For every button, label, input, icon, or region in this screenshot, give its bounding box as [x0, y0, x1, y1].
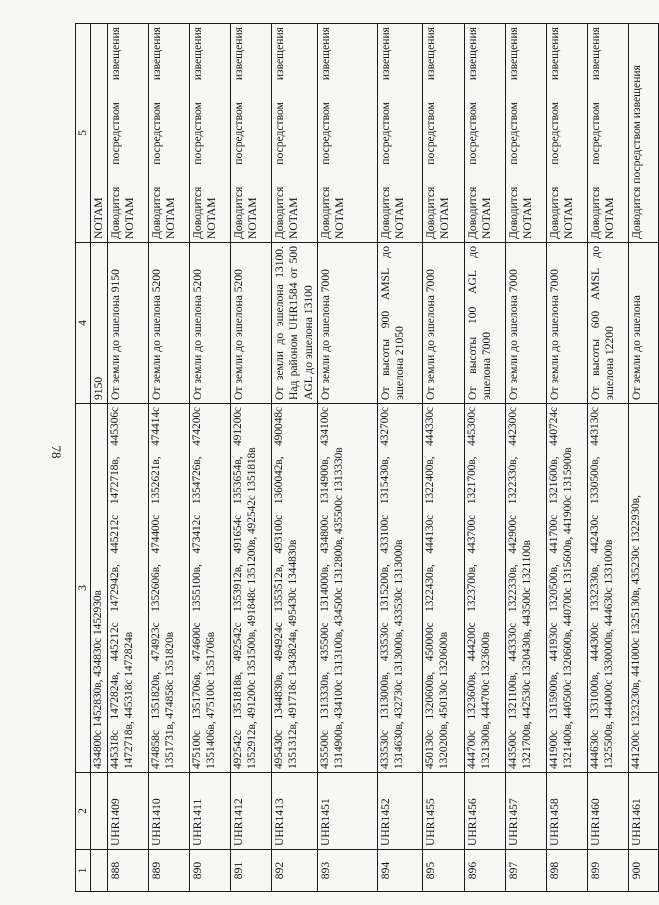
table-row [547, 24, 588, 892]
column-number: 2 [76, 773, 91, 850]
area-code-cell: UHR1460 [588, 773, 629, 850]
coordinates-cell: 474858с 1351820в, 474923с 1352606в, 474400с 1352621в, 474414с 1351731в, 474858с 1351820в [149, 404, 190, 773]
area-number-cell: 900 [629, 850, 659, 892]
area-number-cell: 890 [190, 850, 231, 892]
area-code-cell: UHR1455 [423, 773, 465, 850]
notification-cell: Доводится посредством извещения NOTAM [547, 24, 588, 243]
coordinates-cell: 495430с 1344830в, 494924с 1353512в, 493100с 1360042в, 490048с 1351312в, 491718с 1343824в, 495430с 1344830в [272, 404, 318, 773]
table-row [465, 24, 506, 892]
coordinates-cell: 435500с 1313330в, 435500с 1314000в, 434800с 1314900в, 434100с 1314900в, 434100с 1313100в, 434500с 1312800в, 435500с 1313330в [318, 404, 378, 773]
rotated-page-content [75, 24, 644, 892]
page-number: 78 [49, 445, 64, 459]
vertical-limits-cell: От высоты 900 AMSL до эшелона 21050 [378, 243, 423, 404]
table-row [149, 24, 190, 892]
notification-cell: Доводится посредством извещения NOTAM [231, 24, 272, 243]
area-code-cell: UHR1409 [108, 773, 149, 850]
vertical-limits-cell: От земли до эшелона 9150 [108, 243, 149, 404]
notification-cell: Доводится посредством извещения NOTAM [588, 24, 629, 243]
coordinates-cell: 444630с 1331000в, 444300с 1332330в, 442430с 1330500в, 443130с 1325500в, 444000с 1330000в, 444630с 1331000в [588, 404, 629, 773]
coordinates-cell: 492542с 1351818в, 492542с 1353912в, 491654с 1353654в, 491200с 1352912в, 491200с 1351500в, 491848с 1351200в, 492542с 1351818в [231, 404, 272, 773]
area-code-cell: UHR1451 [318, 773, 378, 850]
area-number-cell: 888 [108, 850, 149, 892]
table-row [378, 24, 423, 892]
table-row [91, 24, 108, 892]
vertical-limits-cell: От земли до эшелона [629, 243, 659, 404]
coordinates-cell: 443500с 1321100в, 443330с 1322330в, 442900с 1322330в, 442300с 1321700в, 442530с 1320430в, 443500с 1321100в [506, 404, 547, 773]
coordinates-cell: 445318с 1472824в, 445212с 1472942в, 445212с 1472718в, 445306с 1472718в, 445318с 1472824в [108, 404, 149, 773]
area-number-cell: 896 [465, 850, 506, 892]
table-row [318, 24, 378, 892]
vertical-limits-cell: От высоты 600 AMSL до эшелона 12200 [588, 243, 629, 404]
area-number-cell: 889 [149, 850, 190, 892]
area-code-cell: UHR1413 [272, 773, 318, 850]
area-number-cell: 899 [588, 850, 629, 892]
area-number-cell: 897 [506, 850, 547, 892]
table-row [588, 24, 629, 892]
column-number: 4 [76, 243, 91, 404]
notification-cell: Доводится посредством извещения [629, 24, 659, 243]
notification-cell: NOTAM [91, 24, 108, 243]
area-code-cell [91, 773, 108, 850]
area-number-cell: 898 [547, 850, 588, 892]
vertical-limits-cell: От земли до эшелона 7000 [423, 243, 465, 404]
coordinates-cell: 441900с 1315900в, 441930с 1320500в, 441700с 1321600в, 440724с 1321400в, 440500с 1320600в, 440700с 1315600в, 441900с 1315900в [547, 404, 588, 773]
area-number-cell: 893 [318, 850, 378, 892]
notification-cell: Доводится посредством извещения NOTAM [272, 24, 318, 243]
vertical-limits-cell: От земли до эшелона 5200 [231, 243, 272, 404]
notification-cell: Доводится посредством извещения NOTAM [108, 24, 149, 243]
coordinates-cell: 450130с 1320600в, 450000с 1322430в, 444130с 1322400в, 444330с 1320200в, 450130с 1320600в [423, 404, 465, 773]
table-row [629, 24, 659, 892]
coordinates-cell: 434800с 1452830в, 434830с 1452930в [91, 404, 108, 773]
area-code-cell: UHR1411 [190, 773, 231, 850]
coordinates-cell: 444700с 1323600в, 444200с 1323700в, 443700с 1321700в, 445300с 1321300в, 444700с 1323600в [465, 404, 506, 773]
vertical-limits-cell: От земли до эшелона 7000 [318, 243, 378, 404]
table-row [272, 24, 318, 892]
area-number-cell: 892 [272, 850, 318, 892]
notification-cell: Доводится посредством извещения NOTAM [506, 24, 547, 243]
area-code-cell: UHR1461 [629, 773, 659, 850]
area-number-cell: 891 [231, 850, 272, 892]
notification-cell: Доводится посредством извещения NOTAM [149, 24, 190, 243]
column-number-row [76, 24, 91, 892]
area-code-cell: UHR1458 [547, 773, 588, 850]
notification-cell: Доводится посредством извещения NOTAM [423, 24, 465, 243]
area-number-cell: 894 [378, 850, 423, 892]
column-number: 5 [76, 24, 91, 243]
table-row [231, 24, 272, 892]
coordinates-cell: 433530с 1313000в, 433530с 1315200в, 433100с 1315430в, 432700с 1314630в, 432730с 1313000в, 433530с 1313000в [378, 404, 423, 773]
table-row [190, 24, 231, 892]
column-number: 1 [76, 850, 91, 892]
restricted-areas-table [75, 23, 659, 892]
notification-cell: Доводится посредством извещения NOTAM [318, 24, 378, 243]
area-code-cell: UHR1457 [506, 773, 547, 850]
column-number: 3 [76, 404, 91, 773]
coordinates-cell: 441200с 1323230в, 441000с 1325130в, 435230с 1322930в, [629, 404, 659, 773]
area-code-cell: UHR1412 [231, 773, 272, 850]
vertical-limits-cell: От земли до эшелона 7000 [547, 243, 588, 404]
table-row [506, 24, 547, 892]
table-row [108, 24, 149, 892]
area-code-cell: UHR1452 [378, 773, 423, 850]
vertical-limits-cell: От земли до эшелона 5200 [149, 243, 190, 404]
area-number-cell: 895 [423, 850, 465, 892]
table-row [423, 24, 465, 892]
coordinates-cell: 475100с 1351706в, 474600с 1355100в, 473412с 1354726в, 474200с 1351406в, 475100с 1351706в [190, 404, 231, 773]
area-code-cell: UHR1410 [149, 773, 190, 850]
vertical-limits-cell: От земли до эшелона 5200 [190, 243, 231, 404]
area-number-cell [91, 850, 108, 892]
area-code-cell: UHR1456 [465, 773, 506, 850]
notification-cell: Доводится посредством извещения NOTAM [190, 24, 231, 243]
vertical-limits-cell: 9150 [91, 243, 108, 404]
vertical-limits-cell: От земли до эшелона 7000 [506, 243, 547, 404]
vertical-limits-cell: От высоты 100 AGL до эшелона 7000 [465, 243, 506, 404]
notification-cell: Доводится посредством извещения NOTAM [378, 24, 423, 243]
notification-cell: Доводится посредством извещения NOTAM [465, 24, 506, 243]
vertical-limits-cell: От земли до эшелона 13100. Над районом UHR1584 от 500 AGL до эшелона 13100 [272, 243, 318, 404]
